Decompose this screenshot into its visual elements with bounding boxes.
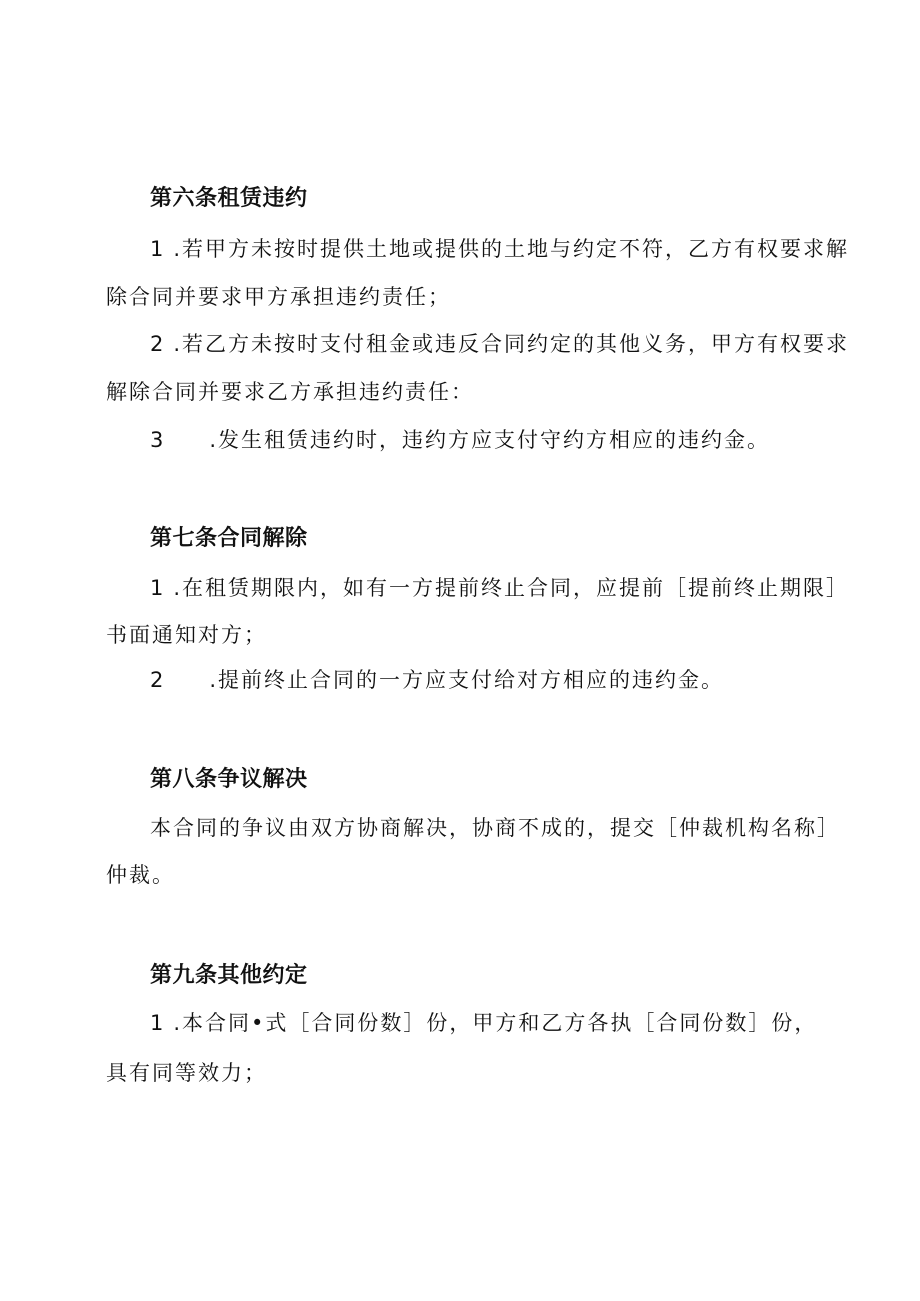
section-6-heading: 第六条租赁违约 — [150, 186, 308, 211]
section-9-item-1 — [150, 1007, 817, 1037]
item-number: 1 — [150, 576, 166, 600]
section-8-paragraph-continuation: 仲裁。 — [106, 863, 175, 887]
item-text: .提前终止合同的一方应支付给对方相应的违约金。 — [209, 668, 725, 692]
item-text: .若甲方未按时提供土地或提供的土地与约定不符，乙方有权要求解 — [173, 237, 850, 261]
item-number: 3 — [150, 428, 166, 452]
section-7-item-1-continuation: 书面通知对方； — [106, 623, 267, 647]
item-text: .发生租赁违约时，违约方应支付守约方相应的违约金。 — [209, 428, 771, 452]
section-6-item-3 — [150, 424, 770, 454]
item-number: 1 — [150, 1011, 166, 1035]
section-7-item-1 — [150, 572, 849, 602]
section-6-item-2-continuation: 解除合同并要求乙方承担违约责任： — [106, 380, 474, 404]
section-9-heading: 第九条其他约定 — [150, 963, 308, 988]
item-text: .在租赁期限内，如有一方提前终止合同，应提前［提前终止期限］ — [173, 576, 850, 600]
section-7-heading: 第七条合同解除 — [150, 526, 308, 551]
item-number: 2 — [150, 332, 166, 356]
item-number: 1 — [150, 237, 166, 261]
section-8-heading: 第八条争议解决 — [150, 767, 308, 792]
section-8-paragraph: 本合同的争议由双方协商解决，协商不成的，提交［仲裁机构名称］ — [150, 816, 840, 840]
section-7-item-2 — [150, 664, 724, 694]
section-9-item-1-continuation: 具有同等效力； — [106, 1061, 267, 1085]
section-6-item-1-continuation: 除合同并要求甲方承担违约责任； — [106, 285, 451, 309]
section-6-item-1 — [150, 233, 849, 263]
item-number: 2 — [150, 668, 166, 692]
item-text: .本合同•式［合同份数］份，甲方和乙方各执［合同份数］份， — [173, 1011, 818, 1035]
section-6-item-2 — [150, 328, 849, 358]
item-text: .若乙方未按时支付租金或违反合同约定的其他义务，甲方有权要求 — [173, 332, 850, 356]
